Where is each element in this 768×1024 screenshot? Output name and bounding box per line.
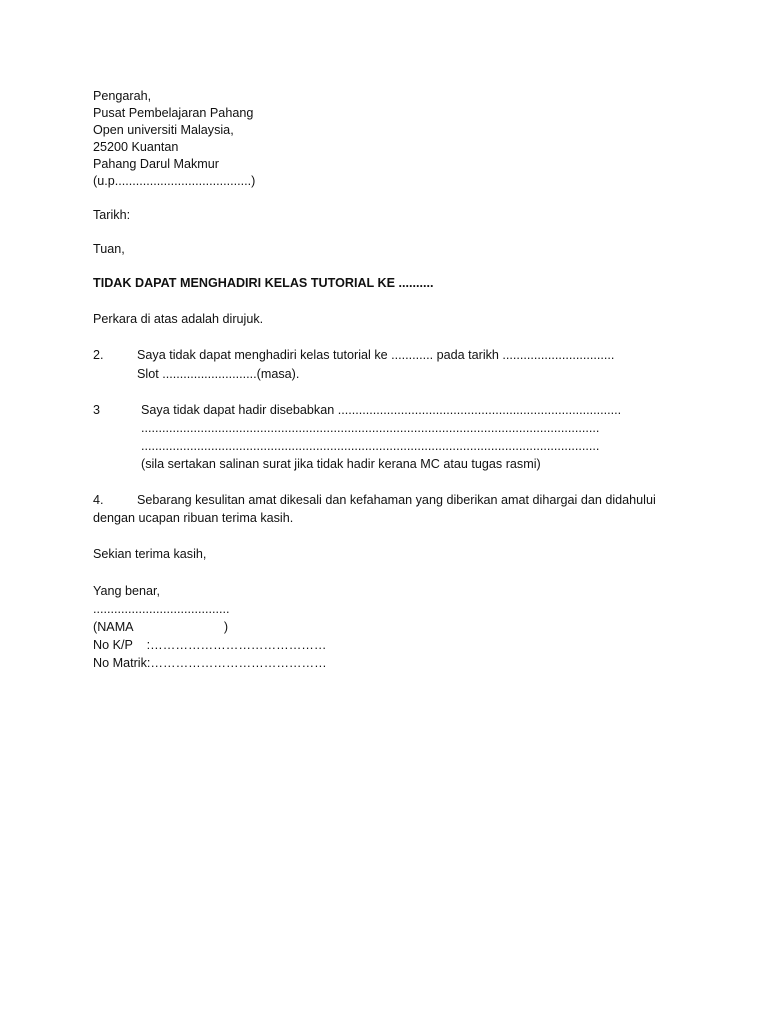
recipient-state: Pahang Darul Makmur — [93, 157, 219, 171]
paragraph-3-line2: ................................................................................................................................... — [141, 421, 600, 435]
paragraph-2-number: 2. — [93, 348, 104, 362]
recipient-title: Pengarah, — [93, 89, 152, 103]
paragraph-4-line1: Sebarang kesulitan amat dikesali dan kefahaman yang diberikan amat dihargai dan didahului — [137, 493, 656, 507]
reference-line: Perkara di atas adalah dirujuk. — [93, 312, 264, 326]
recipient-university: Open universiti Malaysia, — [93, 123, 234, 137]
paragraph-2-line2: Slot ...........................(masa). — [137, 367, 300, 381]
name-field: (NAMA ) — [93, 620, 229, 634]
signature-line: ....................................... — [93, 602, 230, 616]
paragraph-3-number: 3 — [93, 403, 101, 417]
paragraph-4-line2: dengan ucapan ribuan terima kasih. — [93, 511, 294, 525]
recipient-postcode: 25200 Kuantan — [93, 140, 179, 154]
ic-number-field: No K/P :…………………………………… — [93, 638, 327, 652]
paragraph-3-note: (sila sertakan salinan surat jika tidak hadir kerana MC atau tugas rasmi) — [141, 457, 541, 471]
matric-number-field: No Matrik:…………………………………… — [93, 656, 327, 670]
paragraph-2-line1: Saya tidak dapat menghadiri kelas tutorial ke ............ pada tarikh ................................ — [137, 348, 615, 362]
paragraph-4-number: 4. — [93, 493, 104, 507]
closing-line: Sekian terima kasih, — [93, 547, 207, 561]
paragraph-3-line1: Saya tidak dapat hadir disebabkan ................................................................................. — [141, 403, 622, 417]
letter-subject: TIDAK DAPAT MENGHADIRI KELAS TUTORIAL KE .......... — [93, 276, 434, 290]
paragraph-3-line3: ................................................................................................................................... — [141, 439, 600, 453]
date-label: Tarikh: — [93, 208, 131, 222]
signoff-label: Yang benar, — [93, 584, 160, 598]
salutation: Tuan, — [93, 242, 125, 256]
recipient-attention: (u.p.......................................) — [93, 174, 256, 188]
recipient-org: Pusat Pembelajaran Pahang — [93, 106, 254, 120]
